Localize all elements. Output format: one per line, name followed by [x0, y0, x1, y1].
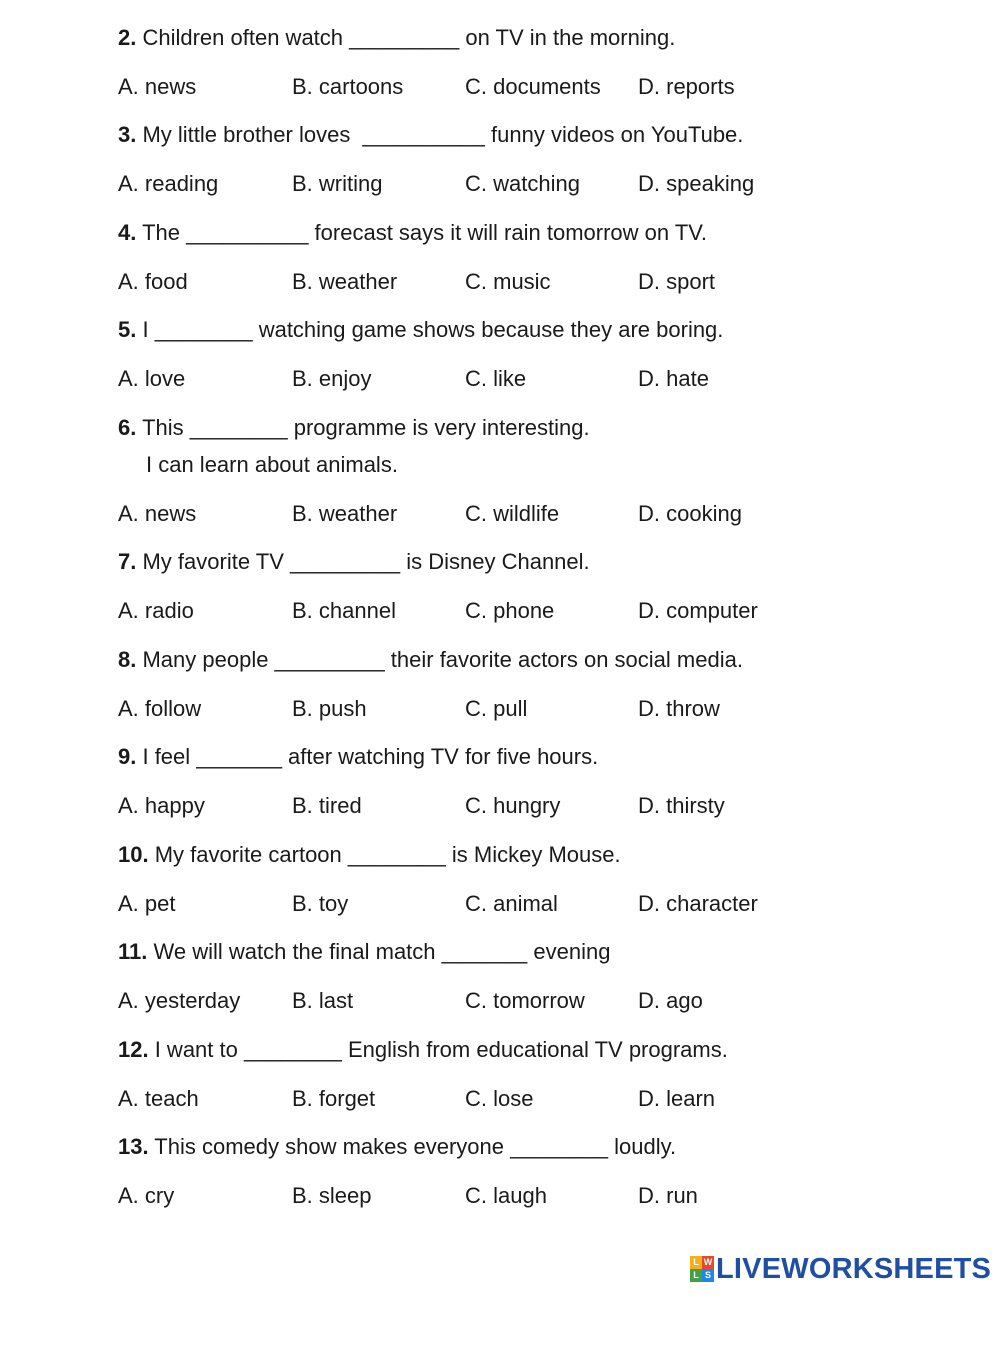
- question-5: [118, 316, 723, 344]
- question-10: [118, 841, 621, 869]
- question-number: 11.: [118, 939, 148, 964]
- option-c[interactable]: C. documents: [465, 74, 601, 99]
- question-text: We will watch the final match _______ evening: [147, 939, 611, 964]
- option-b[interactable]: B. sleep: [292, 1183, 372, 1208]
- option-b[interactable]: B. enjoy: [292, 366, 372, 391]
- option-b[interactable]: B. toy: [292, 891, 349, 916]
- option-a[interactable]: A. news: [118, 501, 197, 526]
- option-b[interactable]: B. forget: [292, 1086, 376, 1111]
- option-a[interactable]: A. happy: [118, 793, 205, 818]
- option-c[interactable]: C. music: [465, 269, 551, 294]
- question-text: The __________ forecast says it will rain tomorrow on TV.: [136, 220, 708, 245]
- option-a[interactable]: A. teach: [118, 1086, 199, 1111]
- question-text: I feel _______ after watching TV for five hours.: [136, 744, 599, 769]
- option-d[interactable]: D. hate: [638, 366, 709, 391]
- option-b[interactable]: B. cartoons: [292, 74, 404, 99]
- option-a[interactable]: A. cry: [118, 1183, 175, 1208]
- option-a[interactable]: A. food: [118, 269, 188, 294]
- question-8: [118, 646, 743, 674]
- question-number: 10.: [118, 842, 149, 867]
- question-text: This comedy show makes everyone ________ loudly.: [148, 1134, 677, 1159]
- question-7: [118, 548, 590, 576]
- options-9: [118, 792, 918, 820]
- options-2: [118, 73, 918, 101]
- question-text: Children often watch _________ on TV in the morning.: [136, 25, 676, 50]
- question-4: [118, 219, 707, 247]
- option-d[interactable]: D. character: [638, 891, 758, 916]
- question-text: This ________ programme is very interesting.: [136, 415, 590, 440]
- option-a[interactable]: A. follow: [118, 696, 202, 721]
- question-9: [118, 743, 598, 771]
- question-2: [118, 24, 675, 52]
- question-text: I want to ________ English from educational TV programs.: [148, 1037, 728, 1062]
- options-7: [118, 597, 918, 625]
- question-number: 3.: [118, 122, 137, 147]
- options-11: [118, 987, 918, 1015]
- option-b[interactable]: B. last: [292, 988, 354, 1013]
- question-text: I ________ watching game shows because they are boring.: [136, 317, 724, 342]
- option-a[interactable]: A. love: [118, 366, 186, 391]
- option-a[interactable]: A. news: [118, 74, 197, 99]
- option-b[interactable]: B. channel: [292, 598, 396, 623]
- options-4: [118, 268, 918, 296]
- question-text: My favorite cartoon ________ is Mickey Mouse.: [148, 842, 621, 867]
- option-d[interactable]: D. computer: [638, 598, 758, 623]
- option-c[interactable]: C. hungry: [465, 793, 561, 818]
- question-11: [118, 938, 610, 966]
- question-number: 5.: [118, 317, 137, 342]
- option-d[interactable]: D. run: [638, 1183, 698, 1208]
- options-6: [118, 500, 918, 528]
- question-number: 2.: [118, 25, 137, 50]
- logo-tile: L: [690, 1269, 702, 1282]
- question-number: 7.: [118, 549, 137, 574]
- question-12: [118, 1036, 728, 1064]
- option-b[interactable]: B. weather: [292, 501, 398, 526]
- options-12: [118, 1085, 918, 1113]
- options-10: [118, 890, 918, 918]
- liveworksheets-logo-icon: [690, 1256, 714, 1282]
- option-d[interactable]: D. speaking: [638, 171, 755, 196]
- question-number: 13.: [118, 1134, 149, 1159]
- liveworksheets-logo: [690, 1252, 991, 1286]
- logo-tile: L: [690, 1256, 702, 1269]
- option-d[interactable]: D. ago: [638, 988, 703, 1013]
- options-5: [118, 365, 918, 393]
- option-a[interactable]: A. yesterday: [118, 988, 241, 1013]
- option-b[interactable]: B. writing: [292, 171, 383, 196]
- option-b[interactable]: B. push: [292, 696, 367, 721]
- question-text: My favorite TV _________ is Disney Channel.: [136, 549, 590, 574]
- question-number: 8.: [118, 647, 137, 672]
- option-d[interactable]: D. reports: [638, 74, 735, 99]
- option-d[interactable]: D. cooking: [638, 501, 742, 526]
- question-3: [118, 121, 743, 149]
- option-c[interactable]: C. laugh: [465, 1183, 547, 1208]
- option-d[interactable]: D. throw: [638, 696, 720, 721]
- option-c[interactable]: C. like: [465, 366, 527, 391]
- logo-tile: S: [702, 1269, 714, 1282]
- question-6-continuation: I can learn about animals.: [146, 452, 398, 477]
- question-number: 4.: [118, 220, 137, 245]
- option-c[interactable]: C. animal: [465, 891, 558, 916]
- option-c[interactable]: C. lose: [465, 1086, 534, 1111]
- option-c[interactable]: C. phone: [465, 598, 555, 623]
- option-a[interactable]: A. radio: [118, 598, 194, 623]
- option-d[interactable]: D. sport: [638, 269, 716, 294]
- question-13: [118, 1133, 676, 1161]
- option-b[interactable]: B. weather: [292, 269, 398, 294]
- question-number: 9.: [118, 744, 137, 769]
- option-c[interactable]: C. pull: [465, 696, 528, 721]
- option-a[interactable]: A. pet: [118, 891, 176, 916]
- options-8: [118, 695, 918, 723]
- option-c[interactable]: C. wildlife: [465, 501, 560, 526]
- option-d[interactable]: D. learn: [638, 1086, 716, 1111]
- question-number: 6.: [118, 415, 137, 440]
- option-d[interactable]: D. thirsty: [638, 793, 725, 818]
- logo-tile: W: [703, 1257, 713, 1267]
- option-c[interactable]: C. watching: [465, 171, 580, 196]
- option-c[interactable]: C. tomorrow: [465, 988, 585, 1013]
- options-13: [118, 1182, 918, 1210]
- option-a[interactable]: A. reading: [118, 171, 219, 196]
- question-number: 12.: [118, 1037, 149, 1062]
- question-text: Many people _________ their favorite actors on social media.: [136, 647, 743, 672]
- option-b[interactable]: B. tired: [292, 793, 362, 818]
- question-6: [118, 414, 590, 442]
- options-3: [118, 170, 918, 198]
- logo-text: LIVEWORKSHEETS: [716, 1252, 992, 1285]
- question-text: My little brother loves __________ funny videos on YouTube.: [136, 122, 744, 147]
